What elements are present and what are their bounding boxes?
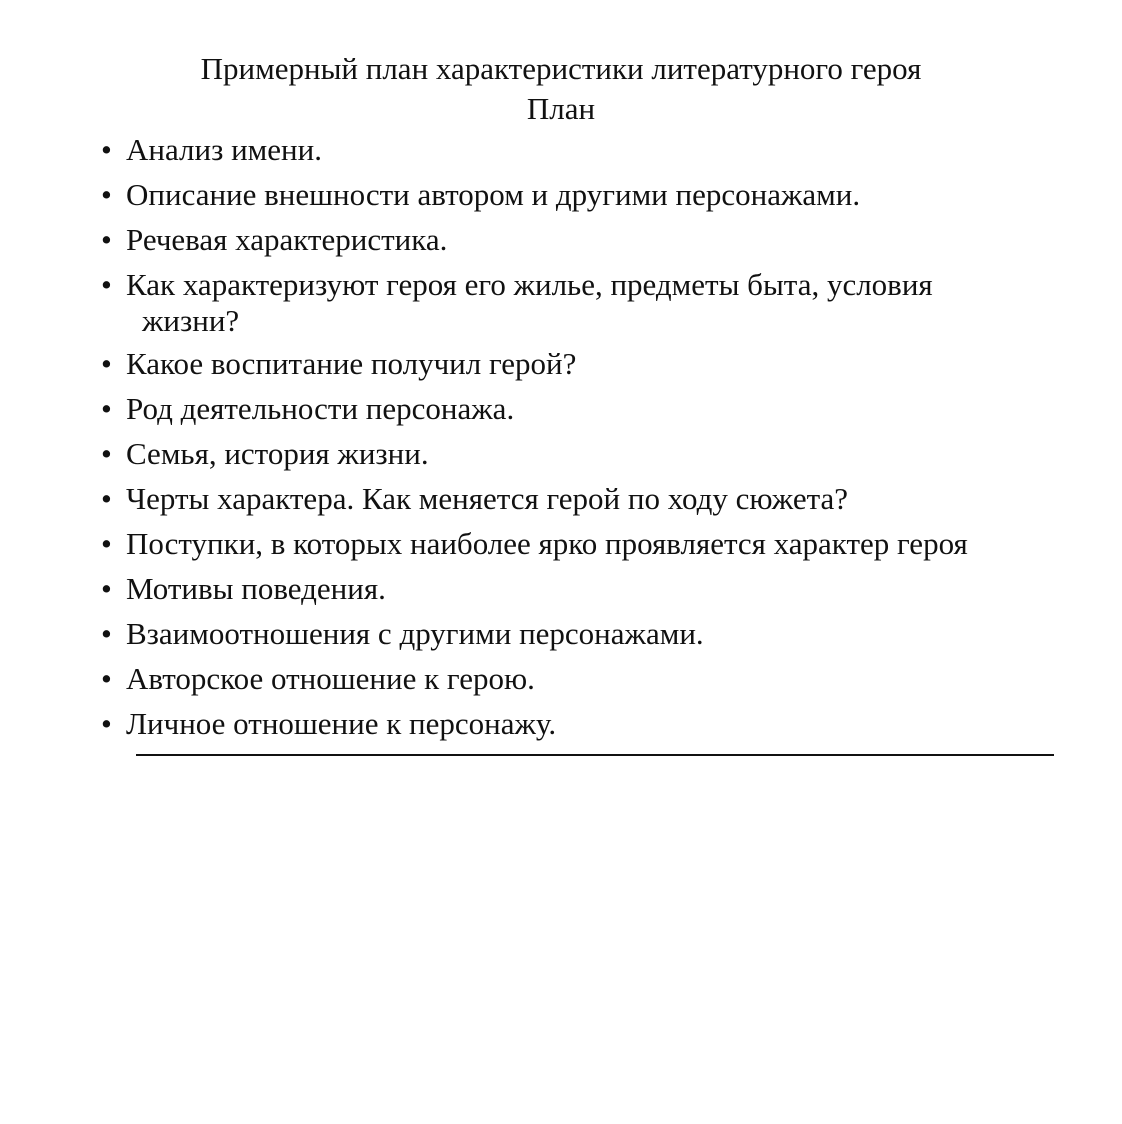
list-item — [101, 521, 1091, 566]
plan-list — [101, 127, 1091, 746]
list-item — [101, 611, 1091, 656]
list-item-text: Род деятельности персонажа. — [126, 391, 515, 426]
bullet: • — [101, 391, 112, 426]
list-item — [101, 262, 1091, 341]
bullet: • — [101, 616, 112, 651]
list-item-text: Личное отношение к персонажу. — [126, 706, 557, 741]
list-item-text: Описание внешности автором и другими персонажами. — [126, 177, 861, 212]
bullet: • — [101, 571, 112, 606]
bullet: • — [101, 267, 112, 302]
list-item — [101, 656, 1091, 701]
bullet: • — [101, 346, 112, 381]
list-item — [101, 217, 1091, 262]
list-item-text: Анализ имени. — [126, 132, 322, 167]
list-item-text: Речевая характеристика. — [126, 222, 448, 257]
list-item-text: Мотивы поведения. — [126, 571, 386, 606]
list-item — [101, 341, 1091, 386]
bullet: • — [101, 132, 112, 167]
bullet: • — [101, 481, 112, 516]
bullet: • — [101, 526, 112, 561]
list-item — [101, 172, 1091, 217]
list-item — [101, 566, 1091, 611]
underline-rule — [136, 754, 1054, 756]
list-item — [101, 127, 1091, 172]
list-item-text: Черты характера. Как меняется герой по ходу сюжета? — [126, 481, 849, 516]
bullet: • — [101, 222, 112, 257]
list-item-text: Как характеризуют героя его жилье, предметы быта, условия — [126, 267, 933, 302]
list-item-text: Взаимоотношения с другими персонажами. — [126, 616, 704, 651]
list-item — [101, 701, 1091, 746]
bullet: • — [101, 661, 112, 696]
list-item — [101, 476, 1091, 521]
list-item-text: Авторское отношение к герою. — [126, 661, 535, 696]
bullet: • — [101, 436, 112, 471]
bullet: • — [101, 177, 112, 212]
list-item-text: Поступки, в которых наиболее ярко проявляется характер героя — [126, 526, 968, 561]
list-item-text: Семья, история жизни. — [126, 436, 429, 471]
list-item — [101, 386, 1091, 431]
bullet: • — [101, 706, 112, 741]
page-title: Примерный план характеристики литературного героя — [200, 51, 922, 86]
list-item-text: Какое воспитание получил герой? — [126, 346, 577, 381]
page-subtitle: План — [526, 91, 596, 126]
list-item-continuation: жизни? — [142, 303, 240, 338]
list-item — [101, 431, 1091, 476]
